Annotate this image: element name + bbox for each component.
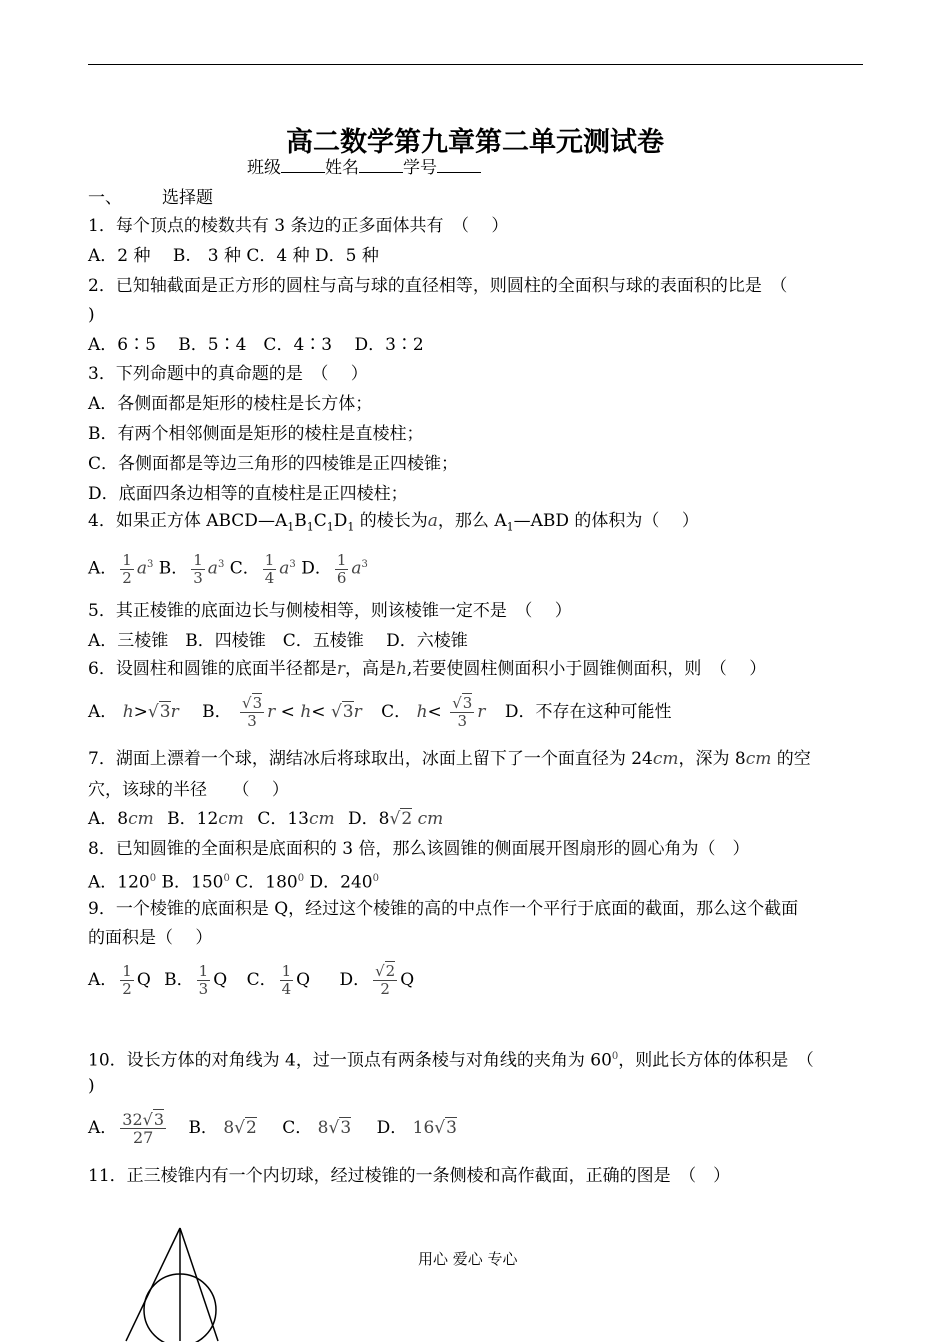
- figure-right-edge: [180, 1228, 218, 1341]
- q5-options: A．三棱锥 B．四棱锥 C．五棱锥 D．六棱锥: [88, 631, 468, 651]
- q2-stem-cont: ): [88, 305, 95, 325]
- cone-sphere-figure: [122, 1225, 222, 1342]
- q3-option-c: C．各侧面都是等边三角形的四棱锥是正四棱锥；: [88, 454, 459, 474]
- q3-option-d: D．底面四条边相等的直棱柱是正四棱柱；: [88, 484, 408, 504]
- student-info: 班级 姓名 学号: [247, 157, 481, 179]
- q7-stem: 7．湖面上漂着一个球，湖结冰后将球取出，冰面上留下了一个面直径为 24cm，深为 8cm 的空: [88, 749, 811, 769]
- class-blank[interactable]: [281, 158, 325, 173]
- header-rule: [88, 64, 863, 65]
- q5-stem: 5．其正棱锥的底面边长与侧棱相等，则该棱锥一定不是 （ ）: [88, 601, 572, 621]
- q10-stem: 10．设长方体的对角线为 4，过一顶点有两条棱与对角线的夹角为 $60^0$，则此长方体的体积是 （: [88, 1050, 814, 1071]
- q6-stem: 6．设圆柱和圆锥的底面半径都是r，高是h,若要使圆柱侧面积小于圆锥侧面积，则 （ ）: [88, 659, 767, 679]
- q6-options: A． h>√3r B． $\frac{√3}{3}$ r < h< √3r C． h< $\frac{√3}{3}$ r D．不存在这种可能性: [88, 694, 672, 730]
- q9-stem: 9．一个棱锥的底面积是 Q，经过这个棱锥的高的中点作一个平行于底面的截面，那么这个截面: [88, 899, 799, 919]
- q1-stem: 1．每个顶点的棱数共有 3 条边的正多面体共有 （ ）: [88, 216, 509, 236]
- name-blank[interactable]: [359, 158, 403, 173]
- q2-stem: 2．已知轴截面是正方形的圆柱与高与球的直径相等，则圆柱的全面积与球的表面积的比是 （: [88, 276, 788, 296]
- q9-options: A． $\frac{1}{2}$ Q B． $\frac{1}{3}$ Q C． $\frac{1}{4}$ Q D． $\frac{√2}{2}$ Q: [88, 962, 415, 998]
- q10-stem-cont: ): [88, 1076, 95, 1096]
- section-heading: 一、 选择题: [88, 188, 213, 208]
- figure-left-edge: [126, 1228, 180, 1341]
- q3-option-a: A．各侧面都是矩形的棱柱是长方体；: [88, 394, 373, 414]
- q3-option-b: B．有两个相邻侧面是矩形的棱柱是直棱柱；: [88, 424, 424, 444]
- q2-options: A．6∶5 B．5∶4 C．4∶3 D．3∶2: [88, 335, 424, 355]
- q8-options: A．$120^0$ B．$150^0$ C．$180^0$ D．$240^0$: [88, 872, 379, 893]
- q4-stem: 4．如果正方体 $ABCD—A_1B_1C_1D_1$ 的棱长为a，那么 $A_1—ABD$ 的体积为（ ）: [88, 511, 699, 534]
- id-blank[interactable]: [437, 158, 481, 173]
- page-title: 高二数学第九章第二单元测试卷: [286, 127, 664, 158]
- page-footer: 用心 爱心 专心: [418, 1250, 518, 1268]
- q4-options: A． $\frac{1}{2}$ $a^3$ B． $\frac{1}{3}$ $a^3$ C． $\frac{1}{4}$ $a^3$ D． $\frac{1}{6}$ $a^3$: [88, 550, 368, 587]
- q8-stem: 8．已知圆锥的全面积是底面积的 3 倍，那么该圆锥的侧面展开图扇形的圆心角为（ ）: [88, 839, 750, 859]
- q9-stem-cont: 的面积是（ ）: [88, 928, 213, 948]
- q7-stem-cont: 穴，该球的半径 （ ）: [88, 780, 289, 800]
- q3-stem: 3．下列命题中的真命题的是 （ ）: [88, 364, 368, 384]
- q1-options: A．2 种 B. 3 种 C．4 种 D．5 种: [88, 246, 379, 266]
- q7-options: A．8cm B．12cm C．13cm D．8√2 cm: [88, 809, 444, 829]
- q10-options: A． $\frac{32√3}{27}$ B． 8√2 C． 8√3 D． 16√3: [88, 1110, 457, 1147]
- q11-stem: 11．正三棱锥内有一个内切球，经过棱锥的一条侧棱和高作截面，正确的图是 （ ）: [88, 1166, 731, 1186]
